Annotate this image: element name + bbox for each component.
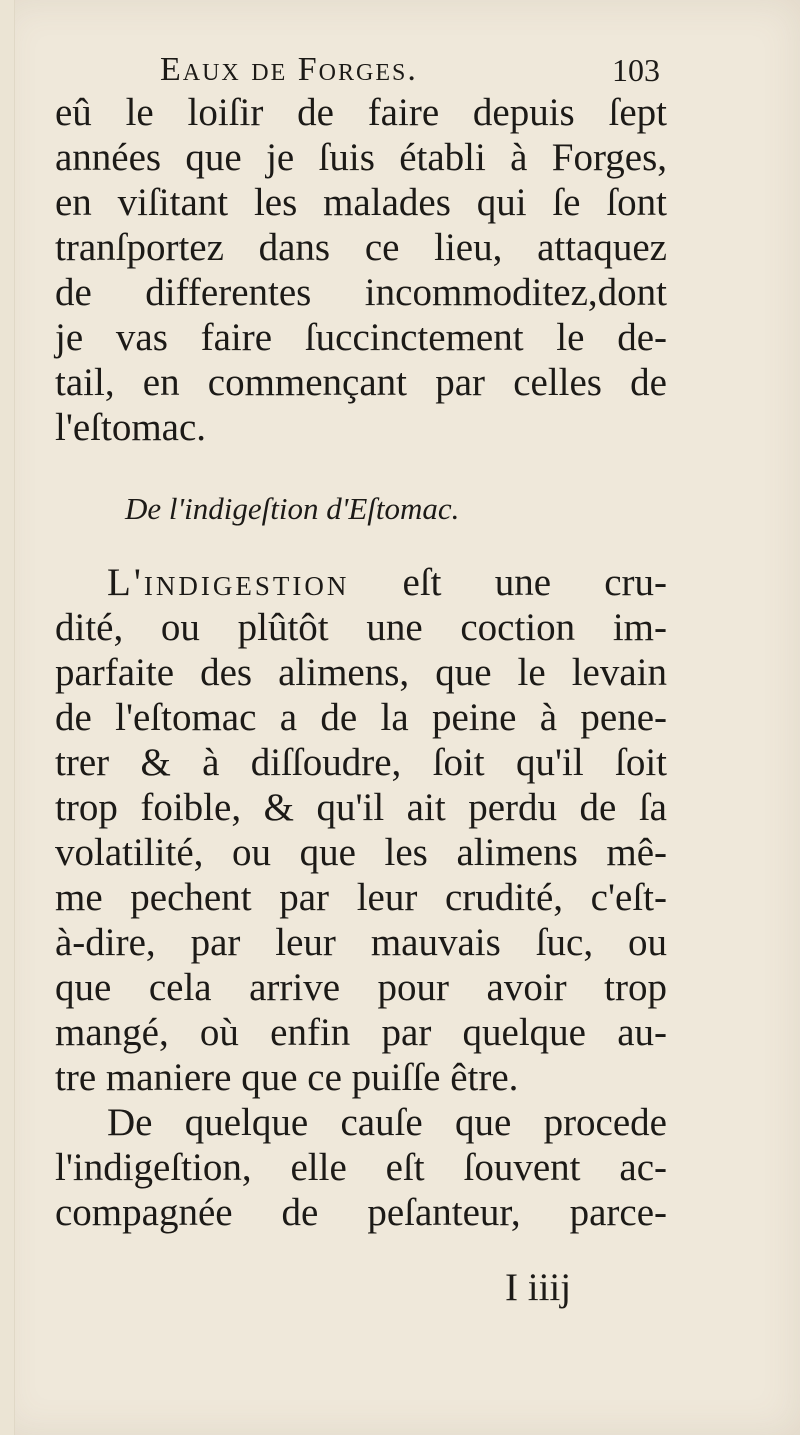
paragraph-continuation bbox=[55, 90, 667, 450]
section-heading: De l'indigeſtion d'Eſtomac. bbox=[125, 491, 460, 526]
text-line: dité, ou plûtôt une coction im- bbox=[55, 606, 667, 649]
text-line: l'eſtomac. bbox=[55, 406, 207, 449]
paragraph-indigestion bbox=[55, 560, 667, 1235]
text-line: trer & à diſſoudre, ſoit qu'il ſoit bbox=[55, 741, 667, 784]
text-line: en viſitant les malades qui ſe ſont bbox=[55, 181, 667, 224]
text-line: années que je ſuis établi à Forges, bbox=[55, 136, 667, 179]
lead-word: L'indigestion bbox=[107, 561, 350, 604]
text-line: de l'eſtomac a de la peine à pene- bbox=[55, 696, 667, 739]
text-line-first bbox=[55, 560, 667, 605]
lead-line-rest: eſt une cru- bbox=[349, 561, 667, 604]
text-line: eû le loiſir de faire depuis ſept bbox=[55, 91, 667, 134]
signature-mark: I iiij bbox=[505, 1266, 572, 1309]
text-line: volatilité, ou que les alimens mê- bbox=[55, 831, 667, 874]
text-line: je vas faire ſuccinctement le de- bbox=[55, 316, 667, 359]
text-line: l'indigeſtion, elle eſt ſouvent ac- bbox=[55, 1146, 667, 1189]
text-line: parfaite des alimens, que le levain bbox=[55, 651, 667, 694]
text-line: tranſportez dans ce lieu, attaquez bbox=[55, 226, 667, 269]
text-line: tre maniere que ce puiſſe être. bbox=[55, 1056, 519, 1099]
page-header bbox=[160, 46, 660, 94]
page-number: 103 bbox=[612, 52, 660, 88]
text-line: mangé, où enfin par quelque au- bbox=[55, 1011, 667, 1054]
page-gutter-edge bbox=[0, 0, 15, 1435]
text-line: me pechent par leur crudité, c'eſt- bbox=[55, 876, 667, 919]
running-title: Eaux de Forges. bbox=[160, 51, 418, 88]
text-line: à-dire, par leur mauvais ſuc, ou bbox=[55, 921, 667, 964]
text-line: De quelque cauſe que procede bbox=[107, 1101, 667, 1144]
text-line: trop foible, & qu'il ait perdu de ſa bbox=[55, 786, 667, 829]
text-line: tail, en commençant par celles de bbox=[55, 361, 667, 404]
text-line: compagnée de peſanteur, parce- bbox=[55, 1191, 667, 1234]
text-line: que cela arrive pour avoir trop bbox=[55, 966, 667, 1009]
text-line: de differentes incommoditez,dont bbox=[55, 271, 667, 314]
